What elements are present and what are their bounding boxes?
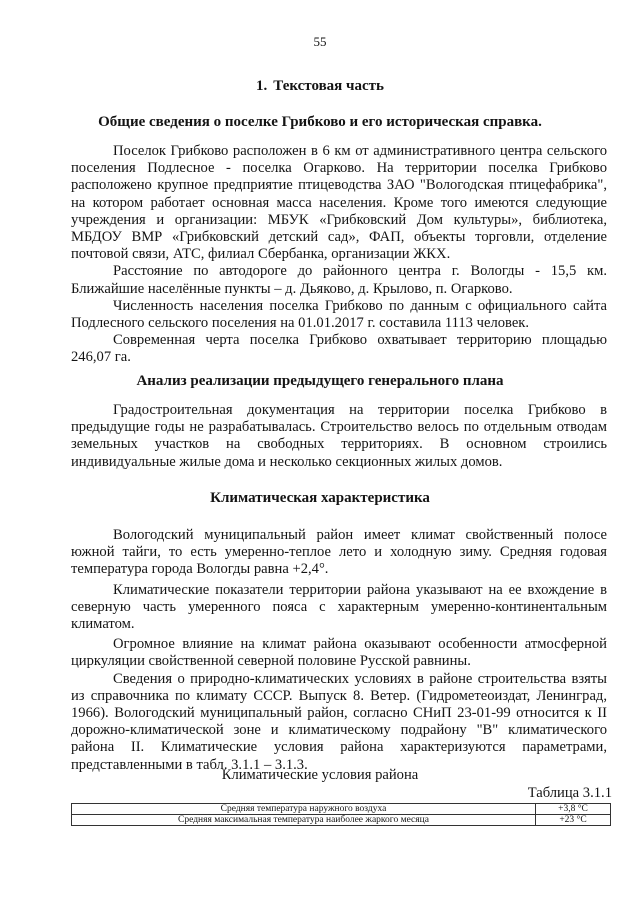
climate-table	[71, 803, 611, 826]
paragraph: Численность населения поселка Грибково по данным с официального сайта Подлесного сельского поселения на 01.01.2017 г. составила 1113 человек.	[71, 297, 607, 332]
paragraph: Расстояние по автодороге до районного центра г. Вологды - 15,5 км. Ближайшие населённые пункты – д. Дьяково, д. Крылово, п. Огарково.	[71, 263, 607, 297]
paragraph: Современная черта поселка Грибково охватывает территорию площадью 246,07 га.	[71, 332, 607, 366]
table-cell-parameter: Средняя максимальная температура наиболее жаркого месяца	[72, 815, 536, 826]
paragraph: Климатические показатели территории района указывают на ее вхождение в северную часть умеренного пояса с характерным умеренно-континентальным климатом.	[71, 581, 607, 633]
climate-text	[71, 527, 607, 774]
page-number: 55	[313, 34, 327, 49]
paragraph: Сведения о природно-климатических условиях в районе строительства взяты из справочника по климату СССР. Выпуск 8. Ветер. (Гидрометеоиздат, Ленинград, 1966). Вологодский муниципальный район, согласно СНиП 23-01-99 относится к II дорожно-климатической зоне и климатическому подрайону "В" климатического района II. Климатические условия района характеризуются параметрами, представленными в табл. 3.1.1 – 3.1.3.	[71, 670, 607, 773]
table-cell-value: +23 °С	[536, 815, 611, 826]
paragraph: Градостроительная документация на территории поселка Грибково в предыдущие годы не разрабатывалась. Строительство велось по отдельным отводам земельных участков на свободных территориях. В основном строились индивидуальные жилые дома и несколько секционных жилых домов.	[71, 402, 607, 470]
paragraph: Вологодский муниципальный район имеет климат свойственный полосе южной тайги, то есть умеренно-теплое лето и холодную зиму. Средняя годовая температура города Вологды равна +2,4°.	[71, 527, 607, 578]
table-cell-parameter: Средняя температура наружного воздуха	[72, 804, 536, 815]
table-label: Таблица 3.1.1	[527, 785, 612, 801]
table-caption: Климатические условия района	[221, 767, 419, 783]
analysis-heading: Анализ реализации предыдущего генерального плана	[136, 373, 504, 389]
climate-heading: Климатическая характеристика	[210, 490, 430, 506]
table-cell-value: +3,8 °С	[536, 804, 611, 815]
paragraph: Огромное влияние на климат района оказывают особенности атмосферной циркуляции свойственной северной половине Русской равнины.	[71, 636, 607, 670]
section-number: 1.	[256, 78, 268, 94]
table-row	[72, 815, 611, 826]
general-info-text	[71, 143, 607, 367]
section-title: Текстовая часть	[273, 78, 384, 94]
table-row	[72, 804, 611, 815]
analysis-text	[71, 402, 607, 471]
section-heading	[0, 78, 640, 95]
paragraph: Поселок Грибково расположен в 6 км от административного центра сельского поселения Подлесное - поселка Огарково. На территории поселка Грибково расположено крупное предприятие птицеводства ЗАО "Вологодская птицефабрика", на котором работает основная масса населения. Кроме того имеются следующие учреждения и организации: МБУК «Грибковский Дом культуры», библиотека, МБДОУ ВМР «Грибковский детский сад», ФАП, объекты торговли, отделение почтовой связи, АТС, филиал Сбербанка, организации ЖКХ.	[71, 143, 607, 263]
general-info-heading: Общие сведения о поселке Грибково и его историческая справка.	[98, 114, 542, 130]
